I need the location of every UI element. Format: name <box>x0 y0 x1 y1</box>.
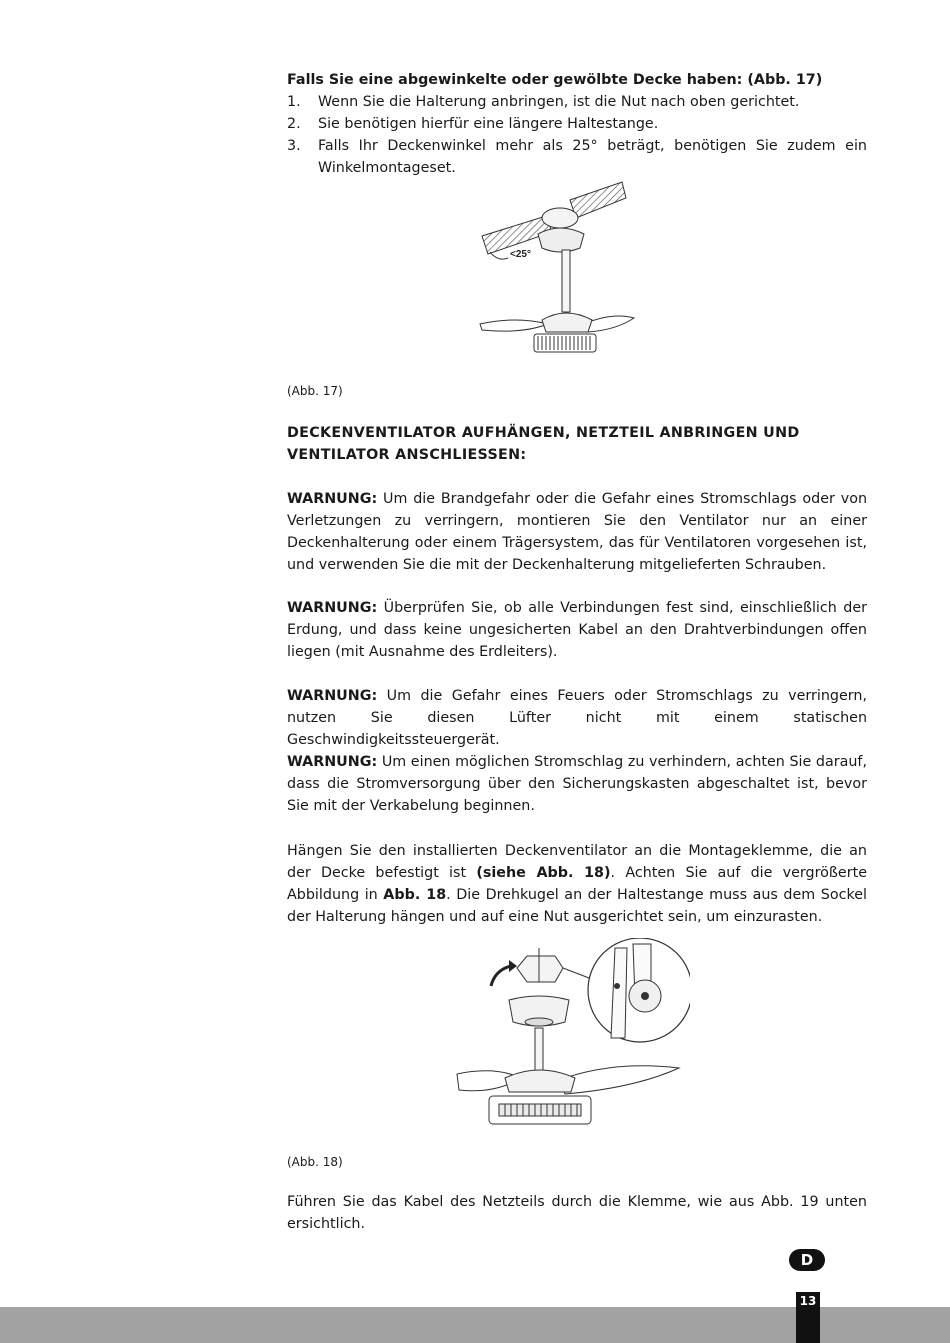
warning-label: WARNUNG: <box>287 688 378 704</box>
step-number: 3. <box>287 138 301 154</box>
figure-18-illustration <box>455 938 690 1138</box>
step-text: Sie benötigen hierfür eine längere Haltestange. <box>318 116 659 132</box>
warning-paragraph <box>287 488 867 576</box>
figure-17-illustration <box>476 178 636 358</box>
page-number: 13 <box>796 1292 820 1343</box>
warning-label: WARNUNG: <box>287 754 378 770</box>
warning-paragraph <box>287 751 867 817</box>
warning-label: WARNUNG: <box>287 600 378 616</box>
hang-instructions <box>287 840 867 928</box>
cable-instructions: Führen Sie das Kabel des Netzteils durch die Klemme, wie aus Abb. 19 unten ersichtlich. <box>287 1194 867 1232</box>
warning-text: Um die Gefahr eines Feuers oder Stromschlags zu verringern, nutzen Sie diesen Lüfter nicht mit einem statischen Geschwindigkeitssteuergerät. <box>287 688 868 748</box>
warning-text: Um einen möglichen Stromschlag zu verhindern, achten Sie darauf, dass die Stromversorgung über den Sicherungskasten abgeschaltet ist, bevor Sie mit der Verkabelung beginnen. <box>287 754 867 814</box>
hang-text: Hängen Sie den installierten Deckenventilator an die Montageklemme, die an der Decke befestigt ist <box>287 843 867 881</box>
warning-text: Überprüfen Sie, ob alle Verbindungen fest sind, einschließlich der Erdung, und dass keine ungesicherten Kabel an den Drahtverbindungen offen liegen (mit Ausnahme des Erdleiters). <box>287 600 867 660</box>
step-number: 2. <box>287 116 301 132</box>
intro-title: Falls Sie eine abgewinkelte oder gewölbte Decke haben: (Abb. 17) <box>287 72 823 88</box>
step-text: Wenn Sie die Halterung anbringen, ist die Nut nach oben gerichtet. <box>318 94 800 110</box>
section-heading: DECKENVENTILATOR AUFHÄNGEN, NETZTEIL ANBRINGEN UND VENTILATOR ANSCHLIESSEN: <box>287 425 800 463</box>
hang-text: . Die Drehkugel an der Haltestange muss aus dem Sockel der Halterung hängen und auf eine Nut ausgerichtet sein, um einzurasten. <box>287 887 868 925</box>
language-badge: D <box>789 1249 825 1271</box>
angle-label: <25° <box>510 249 531 260</box>
warning-paragraph <box>287 597 867 663</box>
hang-reference: Abb. 18 <box>383 887 447 903</box>
hang-reference: (siehe Abb. 18) <box>476 865 611 881</box>
warning-label: WARNUNG: <box>287 491 378 507</box>
hang-text: . Achten Sie auf die vergrößerte Abbildung in <box>287 865 868 903</box>
list-item <box>287 113 867 135</box>
step-text: Falls Ihr Deckenwinkel mehr als 25° beträgt, benötigen Sie zudem ein Winkelmontageset. <box>318 138 867 176</box>
warning-paragraph <box>287 685 867 751</box>
figure-18-caption: (Abb. 18) <box>287 1155 343 1169</box>
step-number: 1. <box>287 94 301 110</box>
warning-text: Um die Brandgefahr oder die Gefahr eines Stromschlags oder von Verletzungen zu verringern, montieren Sie den Ventilator nur an einer Deckenhalterung oder einem Trägersystem, das für Ventilatoren vorgesehen ist, und verwenden Sie die mit der Deckenhalterung mitgelieferten Schrauben. <box>287 491 868 573</box>
list-item <box>287 135 867 179</box>
figure-17-caption: (Abb. 17) <box>287 384 343 398</box>
list-item <box>287 91 867 113</box>
